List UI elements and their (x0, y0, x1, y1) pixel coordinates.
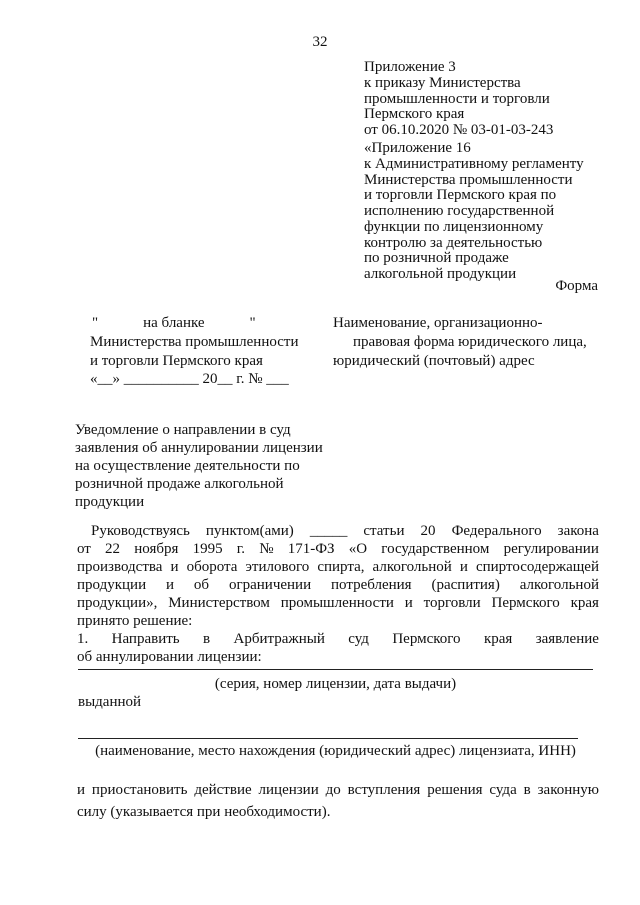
final-line-2: силу (указывается при необходимости). (77, 803, 331, 820)
word: 22 (105, 541, 121, 557)
addressee-line: правовая форма юридического лица, (353, 333, 587, 350)
word: спиртосодержащей (475, 559, 599, 575)
title-line: на осуществление деятельности по (75, 458, 300, 474)
word: производства (77, 559, 163, 575)
word: и (77, 782, 86, 798)
word: и (459, 559, 468, 575)
letterhead-line: и торговли Пермского края (90, 352, 263, 369)
word: в (203, 631, 211, 647)
body-line-5 (77, 594, 599, 612)
appendix2-line: исполнению государственной (364, 203, 555, 219)
body-line-6: принято решение: (77, 613, 193, 629)
appendix-line: от 06.10.2020 № 03-01-03-243 (364, 122, 554, 138)
word: решения (427, 782, 483, 798)
document-title (75, 421, 355, 511)
appendix2-line: к Административному регламенту (364, 155, 584, 172)
body-line-7 (77, 630, 599, 648)
word: оборота (186, 559, 238, 575)
addressee-line: юридический (почтовый) адрес (333, 352, 535, 369)
word: (распития) (431, 577, 500, 593)
appendix2-line: контролю за деятельностью (364, 234, 543, 251)
word: суд (348, 631, 369, 647)
word: действие (194, 782, 252, 798)
form-label: Форма (555, 278, 598, 294)
appendix2-line: «Приложение 16 (364, 140, 471, 156)
body-line-1 (77, 522, 599, 540)
issued-label: выданной (78, 694, 142, 710)
word: 20 (420, 523, 436, 539)
letterhead-line: " на бланке " (92, 315, 256, 331)
word: вступления (347, 782, 421, 798)
word: № (259, 541, 274, 557)
word: торговли (423, 595, 481, 611)
word: об (193, 577, 210, 593)
body-paragraph (77, 522, 599, 666)
word: Федерального (451, 523, 542, 539)
word: края (570, 595, 599, 611)
body-line-3 (77, 558, 599, 576)
word: продукции (77, 577, 147, 593)
word: и (166, 577, 175, 593)
title-line: продукции (75, 494, 145, 510)
appendix-line: к приказу Министерства (364, 74, 521, 91)
word: в (523, 782, 531, 798)
word: алкогольной (519, 577, 599, 593)
word: 171-ФЗ (287, 541, 335, 557)
appendix2-line: алкогольной продукции (364, 266, 517, 282)
word: Направить (111, 631, 180, 647)
appendix2-line: по розничной продаже (364, 250, 509, 267)
word: государственном (381, 541, 490, 557)
title-line: розничной продаже алкогольной (75, 476, 284, 492)
appendix-line: Приложение 3 (364, 59, 456, 75)
title-line: заявления об аннулировании лицензии (75, 440, 323, 456)
word: 1. (77, 631, 89, 647)
licensee-caption: (наименование, место нахождения (юридический адрес) лицензиата, ИНН) (95, 743, 576, 759)
word: заявление (535, 631, 599, 647)
word: алкогольной (372, 559, 452, 575)
word: 1995 (192, 541, 223, 557)
page-number: 32 (312, 34, 328, 50)
word: ноября (134, 541, 179, 557)
word: суда (489, 782, 517, 798)
title-line: Уведомление о направлении в суд (75, 422, 291, 438)
word: этилового (245, 559, 310, 575)
word: Арбитражный (233, 631, 325, 647)
letterhead-line: «__» __________ 20__ г. № ___ (90, 371, 289, 388)
word: продукции», (77, 595, 158, 611)
letterhead-block (90, 314, 330, 389)
word: Пермского (491, 595, 560, 611)
addressee-block (333, 314, 603, 370)
body-line-4 (77, 576, 599, 594)
word: ограничении (228, 577, 312, 593)
word: закона (557, 523, 599, 539)
license-fill-line (78, 669, 593, 670)
word: и (170, 559, 179, 575)
word: лицензии (258, 782, 319, 798)
word: от (77, 541, 91, 557)
word: г. (236, 541, 246, 557)
appendix2-line: и торговли Пермского края по (364, 187, 557, 204)
licensee-fill-line (78, 738, 578, 739)
final-line-1 (77, 780, 599, 802)
word: промышленности (280, 595, 394, 611)
word: _____ (309, 523, 348, 539)
word: пунктом(ами) (205, 523, 294, 539)
appendix2-line: функции по лицензионному (364, 218, 544, 235)
word: «О (348, 541, 368, 557)
word: и (404, 595, 413, 611)
body-line-2 (77, 540, 599, 558)
word: законную (537, 782, 599, 798)
appendix2-line: Министерства промышленности (364, 171, 573, 188)
addressee-line: Наименование, организационно- (333, 315, 543, 331)
word: статьи (363, 523, 405, 539)
appendix-line: промышленности и торговли (364, 90, 550, 107)
appendix-header (364, 60, 614, 139)
appendix2-header (364, 141, 614, 283)
word: регулировании (503, 541, 599, 557)
word: приостановить (91, 782, 188, 798)
final-paragraph (77, 780, 599, 824)
word: Руководствуясь (91, 523, 190, 539)
word: Пермского (392, 631, 461, 647)
license-caption: (серия, номер лицензии, дата выдачи) (214, 676, 457, 692)
word: потребления (331, 577, 412, 593)
word: спирта, (317, 559, 365, 575)
word: Министерством (168, 595, 270, 611)
body-line-8: об аннулировании лицензии: (77, 649, 262, 665)
appendix-line: Пермского края (364, 106, 465, 123)
letterhead-line: Министерства промышленности (90, 333, 299, 350)
word: до (325, 782, 341, 798)
word: края (483, 631, 513, 647)
